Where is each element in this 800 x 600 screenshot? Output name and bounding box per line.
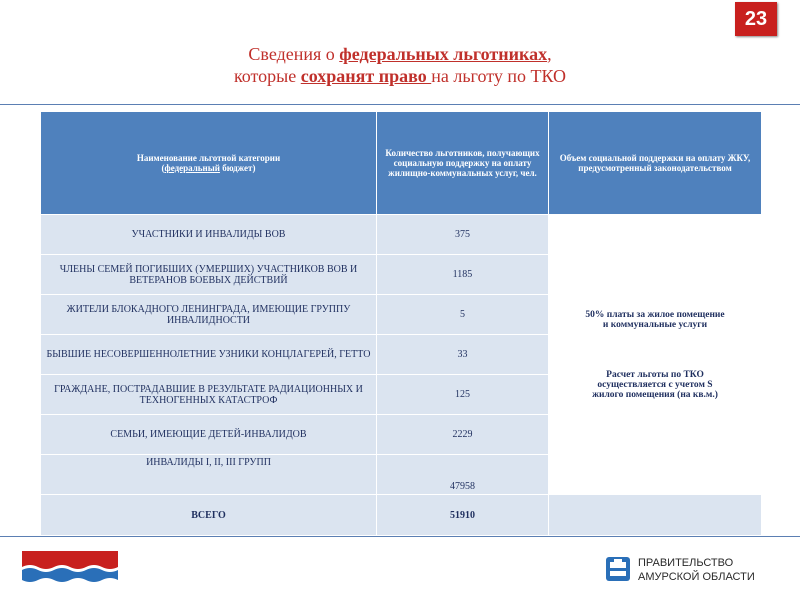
header-count: Количество льготников, получающих социальную поддержку на оплату жилищно-коммунальных услуг, чел.	[377, 112, 549, 215]
count-cell: 47958	[377, 455, 549, 495]
category-cell: ЖИТЕЛИ БЛОКАДНОГО ЛЕНИНГРАДА, ИМЕЮЩИЕ ГРУППУ ИНВАЛИДНОСТИ	[41, 295, 377, 335]
support-cell	[549, 215, 762, 495]
support-text-2: Расчет льготы по ТКО осуществляется с учетом S жилого помещения (на кв.м.)	[592, 369, 718, 400]
count-cell: 375	[377, 215, 549, 255]
title-text: ,	[547, 44, 552, 64]
category-cell: ГРАЖДАНЕ, ПОСТРАДАВШИЕ В РЕЗУЛЬТАТЕ РАДИАЦИОННЫХ И ТЕХНОГЕННЫХ КАТАСТРОФ	[41, 375, 377, 415]
category-cell: УЧАСТНИКИ И ИНВАЛИДЫ ВОВ	[41, 215, 377, 255]
category-cell: БЫВШИЕ НЕСОВЕРШЕННОЛЕТНИЕ УЗНИКИ КОНЦЛАГЕРЕЙ, ГЕТТО	[41, 335, 377, 375]
beneficiaries-table	[40, 111, 762, 536]
title-text: которые	[233, 66, 301, 86]
title-emphasis: федеральных льготниках	[339, 44, 548, 64]
page-title	[0, 43, 800, 87]
table-row	[41, 215, 762, 255]
category-cell: ИНВАЛИДЫ I, II, III ГРУПП	[41, 455, 377, 495]
top-divider	[0, 104, 800, 105]
table-header-row	[41, 112, 762, 215]
page-number-badge: 23	[735, 2, 777, 36]
total-value: 51910	[377, 495, 549, 536]
amur-emblem-icon	[605, 556, 631, 582]
header-category	[41, 112, 377, 215]
header-category-label: Наименование льготной категории	[136, 153, 281, 163]
total-empty-cell	[549, 495, 762, 536]
title-emphasis: сохранят право	[300, 66, 432, 86]
support-text-1: 50% платы за жилое помещение и коммунальные услуги	[585, 309, 725, 330]
title-text: на льготу по ТКО	[431, 66, 567, 86]
gov-line-2: АМУРСКОЙ ОБЛАСТИ	[638, 571, 755, 583]
bottom-divider	[0, 536, 800, 537]
header-federal: федеральный	[164, 163, 220, 173]
header-budget: бюджет)	[219, 163, 256, 173]
header-support: Объем социальной поддержки на оплату ЖКУ, предусмотренный законодательством	[549, 112, 762, 215]
category-cell: ЧЛЕНЫ СЕМЕЙ ПОГИБШИХ (УМЕРШИХ) УЧАСТНИКОВ ВОВ И ВЕТЕРАНОВ БОЕВЫХ ДЕЙСТВИЙ	[41, 255, 377, 295]
total-row	[41, 495, 762, 536]
header-paren: (	[161, 163, 165, 173]
gov-line-1: ПРАВИТЕЛЬСТВО	[638, 557, 734, 569]
category-cell: СЕМЬИ, ИМЕЮЩИЕ ДЕТЕЙ-ИНВАЛИДОВ	[41, 415, 377, 455]
count-cell: 33	[377, 335, 549, 375]
title-text: Сведения о	[248, 44, 340, 64]
count-cell: 5	[377, 295, 549, 335]
amur-flag-icon	[22, 551, 118, 587]
count-cell: 2229	[377, 415, 549, 455]
count-cell: 125	[377, 375, 549, 415]
total-label: ВСЕГО	[41, 495, 377, 536]
government-label	[638, 556, 755, 584]
count-cell: 1185	[377, 255, 549, 295]
